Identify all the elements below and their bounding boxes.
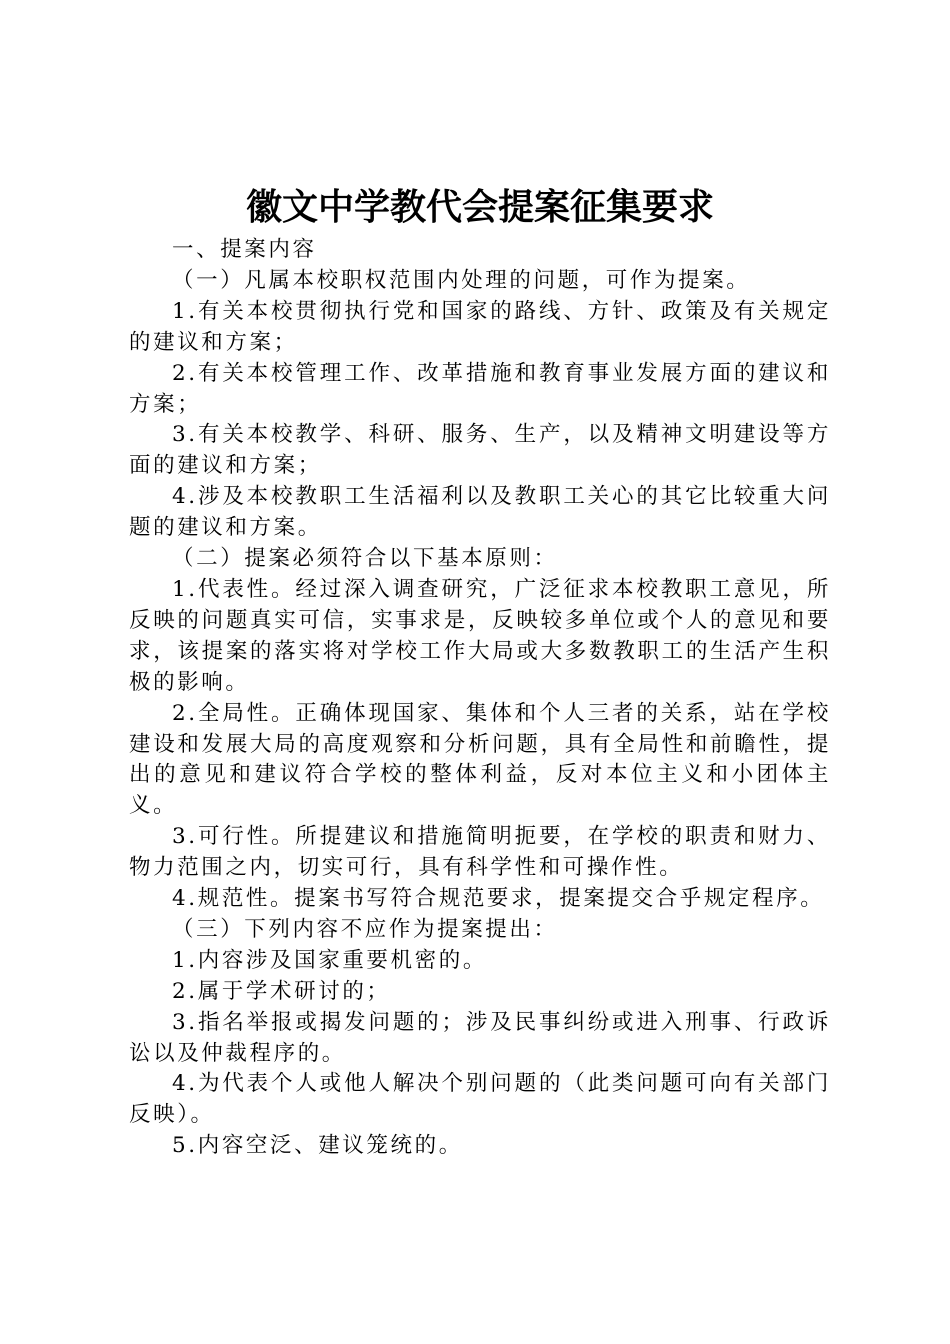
subsection-2-item-4: 4.规范性。提案书写符合规范要求，提案提交合乎规定程序。	[172, 886, 825, 912]
subsection-1-item-4: 4.涉及本校教职工生活福利以及教职工关心的其它比较重大问题的建议和方案。	[129, 484, 831, 541]
subsection-3-item-3: 3.指名举报或揭发问题的；涉及民事纠纷或进入刑事、行政诉讼以及仲裁程序的。	[129, 1009, 831, 1066]
subsection-2-item-2: 2.全局性。正确体现国家、集体和个人三者的关系，站在学校建设和发展大局的高度观察和分析问题，具有全局性和前瞻性，提出的意见和建议符合学校的整体利益，反对本位主义和小团体主义。	[129, 700, 831, 819]
subsection-3-heading: （三）下列内容不应作为提案提出：	[172, 916, 558, 942]
subsection-1-item-1: 1.有关本校贯彻执行党和国家的路线、方针、政策及有关规定的建议和方案；	[129, 298, 831, 355]
subsection-3-item-5: 5.内容空泛、建议笼统的。	[172, 1133, 463, 1159]
subsection-1-heading: （一）凡属本校职权范围内处理的问题，可作为提案。	[172, 267, 751, 293]
subsection-2-heading: （二）提案必须符合以下基本原则：	[172, 546, 558, 572]
document-page	[129, 183, 831, 1162]
subsection-2-item-3: 3.可行性。所提建议和措施简明扼要，在学校的职责和财力、物力范围之内，切实可行，具有科学性和可操作性。	[129, 824, 831, 881]
subsection-1-item-2: 2.有关本校管理工作、改革措施和教育事业发展方面的建议和方案；	[129, 360, 831, 417]
document-title: 徽文中学教代会提案征集要求	[245, 187, 714, 228]
subsection-2-item-1: 1.代表性。经过深入调查研究，广泛征求本校教职工意见，所反映的问题真实可信，实事求是，反映较多单位或个人的意见和要求，该提案的落实将对学校工作大局或大多数教职工的生活产生积极的影响。	[129, 576, 831, 695]
subsection-3-item-2: 2.属于学术研讨的；	[172, 978, 391, 1004]
subsection-3-item-4: 4.为代表个人或他人解决个别问题的（此类问题可向有关部门反映）。	[129, 1071, 831, 1128]
subsection-1-item-3: 3.有关本校教学、科研、服务、生产，以及精神文明建设等方面的建议和方案；	[129, 422, 831, 479]
subsection-3-item-1: 1.内容涉及国家重要机密的。	[172, 947, 487, 973]
section-heading-proposal-content: 一、提案内容	[172, 237, 317, 262]
